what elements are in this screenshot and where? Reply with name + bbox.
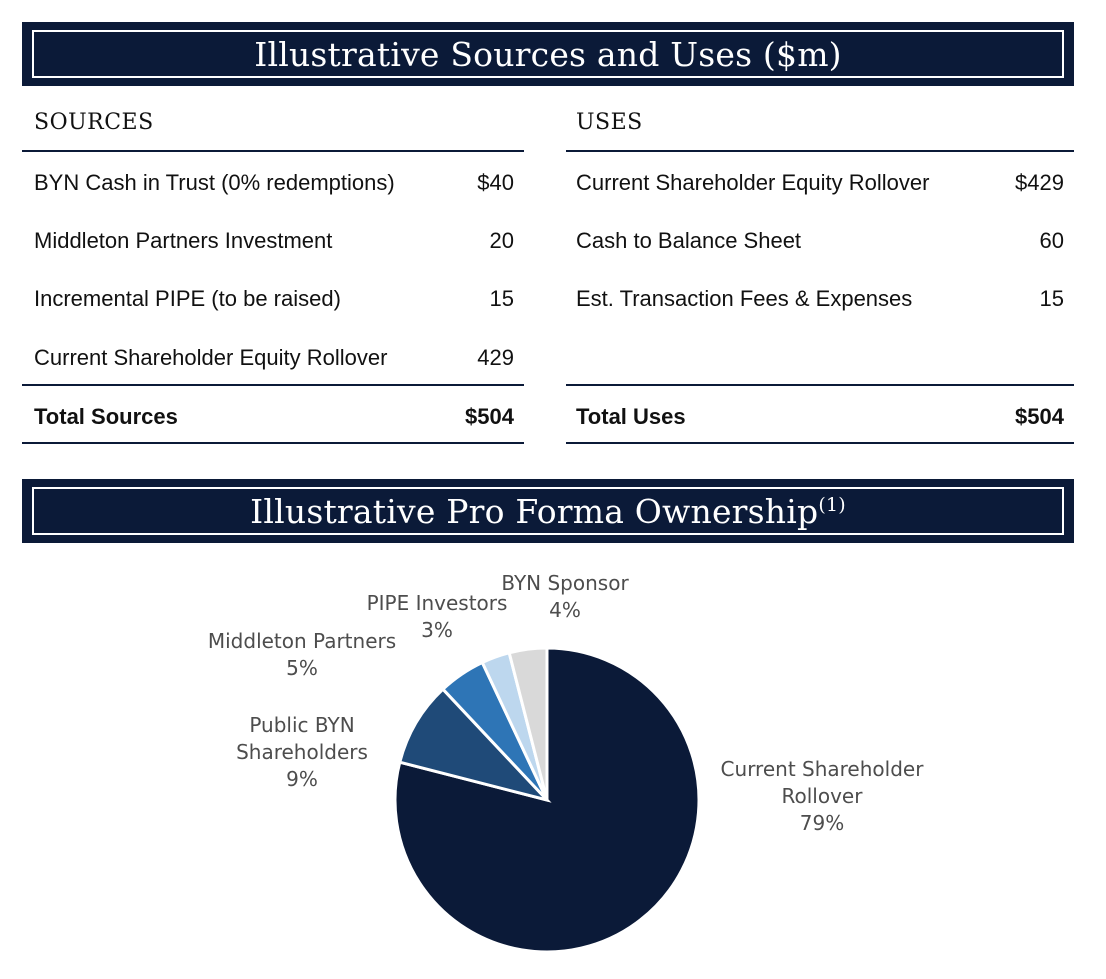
sources-uses-banner <box>22 22 1074 86</box>
sources-total-top-rule <box>22 384 524 386</box>
row-label: Est. Transaction Fees & Expenses <box>576 286 913 311</box>
uses-header-rule <box>566 150 1074 152</box>
uses-total-top-rule <box>566 384 1074 386</box>
total-label: Total Uses <box>576 404 686 429</box>
ownership-banner <box>22 479 1074 543</box>
ownership-footnote-marker: (1) <box>818 493 846 516</box>
row-value: 60 <box>1039 228 1064 253</box>
total-row <box>22 397 524 437</box>
pie-label-middleton-partners: Middleton Partners 5% <box>207 629 397 680</box>
row-value: 20 <box>489 228 514 253</box>
table-row <box>22 279 524 319</box>
row-value: 429 <box>477 345 514 370</box>
ownership-pie-chart <box>0 560 1106 974</box>
total-value: $504 <box>465 404 514 429</box>
total-row <box>566 397 1074 437</box>
row-label: Middleton Partners Investment <box>34 228 333 253</box>
uses-table <box>566 110 1074 450</box>
total-label: Total Sources <box>34 404 178 429</box>
sources-header: SOURCES <box>34 110 154 135</box>
row-label: BYN Cash in Trust (0% redemptions) <box>34 170 395 195</box>
table-row <box>566 279 1074 319</box>
sources-total-bottom-rule <box>22 442 524 444</box>
sources-uses-title: Illustrative Sources and Uses ($m) <box>254 34 842 74</box>
table-row <box>22 221 524 261</box>
sources-header-rule <box>22 150 524 152</box>
sources-uses-banner-frame <box>32 30 1064 78</box>
ownership-title-text: Illustrative Pro Forma Ownership <box>250 491 819 531</box>
table-row <box>566 221 1074 261</box>
row-value: 15 <box>1039 286 1064 311</box>
row-value: 15 <box>489 286 514 311</box>
sources-table <box>22 110 524 450</box>
pie-label-current-shareholder-rollover: Current Shareholder Rollover 79% <box>720 757 924 835</box>
row-value: $429 <box>1015 170 1064 195</box>
table-row <box>22 163 524 203</box>
row-label: Current Shareholder Equity Rollover <box>34 345 388 370</box>
uses-total-bottom-rule <box>566 442 1074 444</box>
row-value: $40 <box>477 170 514 195</box>
total-value: $504 <box>1015 404 1064 429</box>
row-label: Incremental PIPE (to be raised) <box>34 286 341 311</box>
table-row <box>22 338 524 378</box>
table-row <box>566 163 1074 203</box>
pie-svg <box>0 560 1106 974</box>
ownership-title <box>250 492 846 531</box>
ownership-banner-frame <box>32 487 1064 535</box>
row-label: Current Shareholder Equity Rollover <box>576 170 930 195</box>
pie-label-byn-sponsor: BYN Sponsor 4% <box>501 571 629 622</box>
pie-label-public-byn-shareholders: Public BYN Shareholders 9% <box>236 713 368 791</box>
pie-label-pipe-investors: PIPE Investors 3% <box>366 591 508 642</box>
uses-header: USES <box>576 110 643 135</box>
row-label: Cash to Balance Sheet <box>576 228 802 253</box>
